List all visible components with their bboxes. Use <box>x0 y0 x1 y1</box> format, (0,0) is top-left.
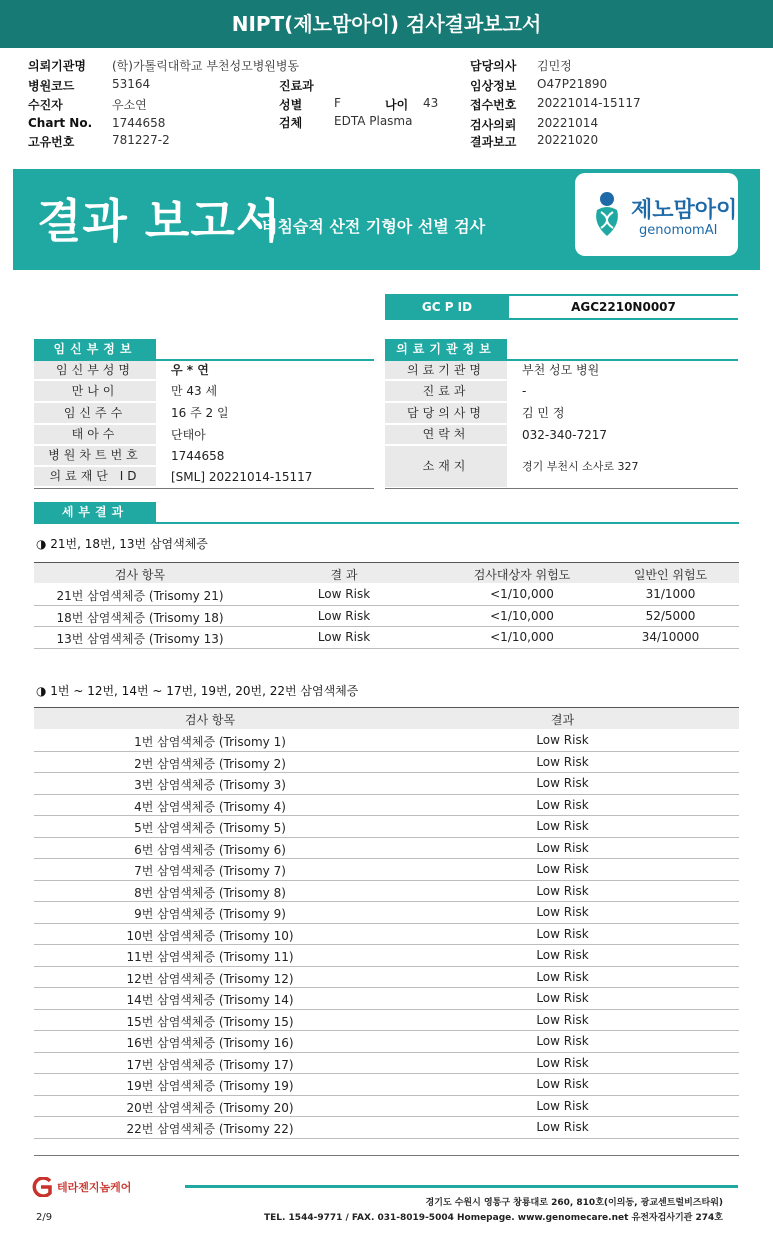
recv-value: 20221014-15117 <box>537 96 641 110</box>
cell-result: Low Risk <box>536 754 589 769</box>
sex-value: F <box>334 96 341 110</box>
section1-heading: ◑ 21번, 18번, 13번 삼염색체증 <box>36 537 208 551</box>
report-label: 결과보고 <box>470 135 517 149</box>
pregnant-info-tab: 임신부정보 <box>34 339 156 360</box>
cell-item: 22번 삼염색체증 (Trisomy 22) <box>126 1122 294 1136</box>
table-row <box>34 1010 739 1032</box>
banner-title: 결과 보고서 <box>37 194 282 248</box>
cell-item: 8번 삼염색체증 (Trisomy 8) <box>134 885 286 900</box>
table-row <box>34 924 739 946</box>
table-row <box>34 1074 739 1096</box>
cell-result: Low Risk <box>536 1077 589 1091</box>
cell-item: 7번 삼염색체증 (Trisomy 7) <box>134 864 286 878</box>
table-row <box>34 945 739 967</box>
section1-table-header <box>34 563 739 583</box>
uid-value: 781227-2 <box>112 133 170 147</box>
code-value: 53164 <box>112 77 151 91</box>
doctor-value: 김민정 <box>537 59 572 73</box>
cell-item: 4번 삼염색체증 (Trisomy 4) <box>134 799 286 814</box>
req-value: 20221014 <box>537 116 599 130</box>
cell-item: 10번 삼염색체증 (Trisomy 10) <box>126 928 294 943</box>
page-number: 2/9 <box>36 1212 53 1223</box>
cell-result: Low Risk <box>536 905 589 919</box>
report-title: NIPT(제노맘아이) 검사결과보고서 <box>0 0 773 48</box>
section2-table-header <box>34 708 739 729</box>
gc-pid-label: GC P ID <box>385 295 509 319</box>
table-row <box>34 967 739 989</box>
institution-info-tab: 의료기관정보 <box>385 339 507 360</box>
logo-english: genomomAI <box>639 223 718 238</box>
institution-info-label: 연락처 <box>385 425 507 444</box>
cell-result: Low Risk <box>536 776 589 790</box>
cell-item: 5번 삼염색체증 (Trisomy 5) <box>134 821 286 835</box>
dept-label: 진료과 <box>279 79 314 93</box>
table-row <box>34 584 739 606</box>
genomom-logo <box>575 173 738 256</box>
footer-contact: TEL. 1544-9771 / FAX. 031-8019-5004 Homepage. www.genomecare.net 유전자검사기관 274호 <box>263 1213 723 1223</box>
cell-item: 12번 삼염색체증 (Trisomy 12) <box>126 971 294 986</box>
sex-label: 성별 <box>279 98 303 112</box>
footer-address: 경기도 수원시 영통구 창룡대로 260, 810호(이의동, 광교센트럴비즈타워) <box>425 1198 723 1208</box>
institution-bottom-line <box>385 488 738 489</box>
table-row <box>34 1117 739 1139</box>
logo-korean: 제노맘아이 <box>631 198 738 223</box>
table-row <box>34 859 739 881</box>
gc-pid-box <box>385 295 738 319</box>
institution-info-label: 의료기관명 <box>385 361 507 379</box>
detail-results-line <box>34 522 739 524</box>
pregnant-info-value: 16 주 2 일 <box>171 406 229 420</box>
cell-item: 21번 삼염색체증 (Trisomy 21) <box>56 589 224 603</box>
pregnant-info-label: 만나이 <box>34 381 156 401</box>
cell-result: Low Risk <box>536 1098 589 1113</box>
patient-value: 우소연 <box>112 98 147 112</box>
header-info <box>0 52 773 152</box>
table-row <box>34 752 739 774</box>
age-label: 나이 <box>385 98 409 112</box>
code-label: 병원코드 <box>28 79 75 93</box>
s1-header-subject-risk: 검사대상자 위험도 <box>473 568 571 582</box>
clinical-value: O47P21890 <box>537 77 608 91</box>
pregnant-info-label: 임신부성명 <box>34 361 156 379</box>
pregnant-info-label: 의료재단 ID <box>34 467 156 486</box>
cell-subject-risk: <1/10,000 <box>490 608 554 623</box>
genomom-logo-icon <box>589 190 625 238</box>
cell-result: Low Risk <box>536 1034 589 1048</box>
footer-company: 테라젠지놈케어 <box>57 1181 132 1194</box>
table-row <box>34 988 739 1010</box>
gc-bottom-line <box>385 318 738 320</box>
table-row <box>34 606 739 628</box>
institution-info-value: 032-340-7217 <box>522 428 608 442</box>
cell-item: 2번 삼염색체증 (Trisomy 2) <box>134 756 286 771</box>
gc-top-line <box>385 294 738 296</box>
table-row <box>34 816 739 838</box>
cell-result: Low Risk <box>536 969 589 984</box>
table-row <box>34 1031 739 1053</box>
gc-pid-value: AGC2210N0007 <box>571 300 676 314</box>
institution-info-value: 경기 부천시 소사로 327 <box>522 460 639 473</box>
s1-header-result: 결 과 <box>330 568 358 582</box>
inst-label: 의뢰기관명 <box>28 59 86 73</box>
cell-result: Low Risk <box>536 883 589 898</box>
cell-result: Low Risk <box>536 1055 589 1070</box>
cell-result: Low Risk <box>536 819 589 833</box>
institution-info-value: 부천 성모 병원 <box>522 363 600 377</box>
cell-item: 9번 삼염색체증 (Trisomy 9) <box>134 907 286 921</box>
table-row <box>34 795 739 817</box>
cell-subject-risk: <1/10,000 <box>490 630 554 644</box>
clinical-label: 임상정보 <box>470 79 517 93</box>
cell-result: Low Risk <box>536 991 589 1005</box>
specimen-label: 검체 <box>279 116 303 130</box>
banner-subtitle: 비침습적 산전 기형아 선별 검사 <box>262 217 486 236</box>
specimen-value: EDTA Plasma <box>334 114 413 128</box>
table-row <box>34 773 739 795</box>
cell-general-risk: 34/10000 <box>641 630 700 644</box>
req-label: 검사의뢰 <box>470 118 517 132</box>
cell-item: 16번 삼염색체증 (Trisomy 16) <box>126 1036 294 1050</box>
s2-header-item: 검사 항목 <box>184 713 236 727</box>
institution-info-value: 김 민 정 <box>522 406 565 420</box>
cell-item: 14번 삼염색체증 (Trisomy 14) <box>126 993 294 1007</box>
cell-result: Low Risk <box>536 1120 589 1134</box>
cell-item: 19번 삼염색체증 (Trisomy 19) <box>126 1079 294 1093</box>
pregnant-info-value: 우 * 연 <box>171 363 209 377</box>
age-value: 43 <box>423 96 439 110</box>
institution-info-value: - <box>522 384 527 398</box>
footer-teal-bar <box>185 1185 738 1188</box>
doctor-label: 담당의사 <box>470 59 517 73</box>
s2-header-result: 결과 <box>550 713 575 727</box>
cell-result: Low Risk <box>536 733 589 747</box>
chart-label: Chart No. <box>28 116 93 130</box>
institution-info-label: 소재지 <box>385 446 507 487</box>
table-row <box>34 1096 739 1118</box>
pregnant-info-label: 태아수 <box>34 425 156 444</box>
s1-header-item: 검사 항목 <box>114 568 166 582</box>
terragen-logo-icon <box>28 1177 54 1197</box>
cell-result: Low Risk <box>317 630 371 644</box>
cell-result: Low Risk <box>317 608 371 623</box>
table-row <box>34 627 739 649</box>
cell-result: Low Risk <box>536 926 589 941</box>
patient-label: 수진자 <box>28 98 63 112</box>
pregnant-info-value: 만 43 세 <box>171 384 218 398</box>
institution-info-label: 진료과 <box>385 381 507 401</box>
cell-item: 20번 삼염색체증 (Trisomy 20) <box>126 1100 294 1115</box>
institution-info-label: 담당의사명 <box>385 403 507 423</box>
table-row <box>34 902 739 924</box>
cell-item: 17번 삼염색체증 (Trisomy 17) <box>126 1057 294 1072</box>
cell-result: Low Risk <box>317 587 371 601</box>
cell-item: 18번 삼염색체증 (Trisomy 18) <box>56 610 224 625</box>
uid-label: 고유번호 <box>28 135 75 149</box>
detail-results-tab: 세부결과 <box>34 502 156 523</box>
table-row <box>34 838 739 860</box>
cell-general-risk: 52/5000 <box>645 608 696 623</box>
s1-header-general-risk: 일반인 위험도 <box>633 568 708 582</box>
recv-label: 접수번호 <box>470 98 517 112</box>
table-row <box>34 881 739 903</box>
section2-heading: ◑ 1번 ~ 12번, 14번 ~ 17번, 19번, 20번, 22번 삼염색체증 <box>36 684 359 698</box>
cell-result: Low Risk <box>536 862 589 876</box>
cell-item: 6번 삼염색체증 (Trisomy 6) <box>134 842 286 857</box>
cell-result: Low Risk <box>536 948 589 962</box>
cell-item: 15번 삼염색체증 (Trisomy 15) <box>126 1014 294 1029</box>
cell-result: Low Risk <box>536 797 589 812</box>
chart-value: 1744658 <box>112 116 166 130</box>
pregnant-info-label: 임신주수 <box>34 403 156 423</box>
footer-top-line <box>34 1155 739 1156</box>
cell-item: 13번 삼염색체증 (Trisomy 13) <box>56 632 224 646</box>
table-row <box>34 730 739 752</box>
table-row <box>34 1053 739 1075</box>
pregnant-bottom-line <box>34 488 374 489</box>
cell-general-risk: 31/1000 <box>645 587 696 601</box>
inst-value: (학)가톨릭대학교 부천성모병원병동 <box>112 59 300 73</box>
report-value: 20221020 <box>537 133 599 147</box>
pregnant-info-value: 단태아 <box>171 428 206 442</box>
pregnant-info-value: [SML] 20221014-15117 <box>171 470 313 484</box>
cell-item: 1번 삼염색체증 (Trisomy 1) <box>134 735 286 749</box>
pregnant-info-value: 1744658 <box>171 449 225 463</box>
result-banner <box>13 169 760 270</box>
cell-result: Low Risk <box>536 1012 589 1027</box>
pregnant-info-label: 병원차트번호 <box>34 446 156 465</box>
cell-item: 3번 삼염색체증 (Trisomy 3) <box>134 778 286 792</box>
cell-item: 11번 삼염색체증 (Trisomy 11) <box>126 950 294 964</box>
cell-result: Low Risk <box>536 840 589 855</box>
cell-subject-risk: <1/10,000 <box>490 587 554 601</box>
